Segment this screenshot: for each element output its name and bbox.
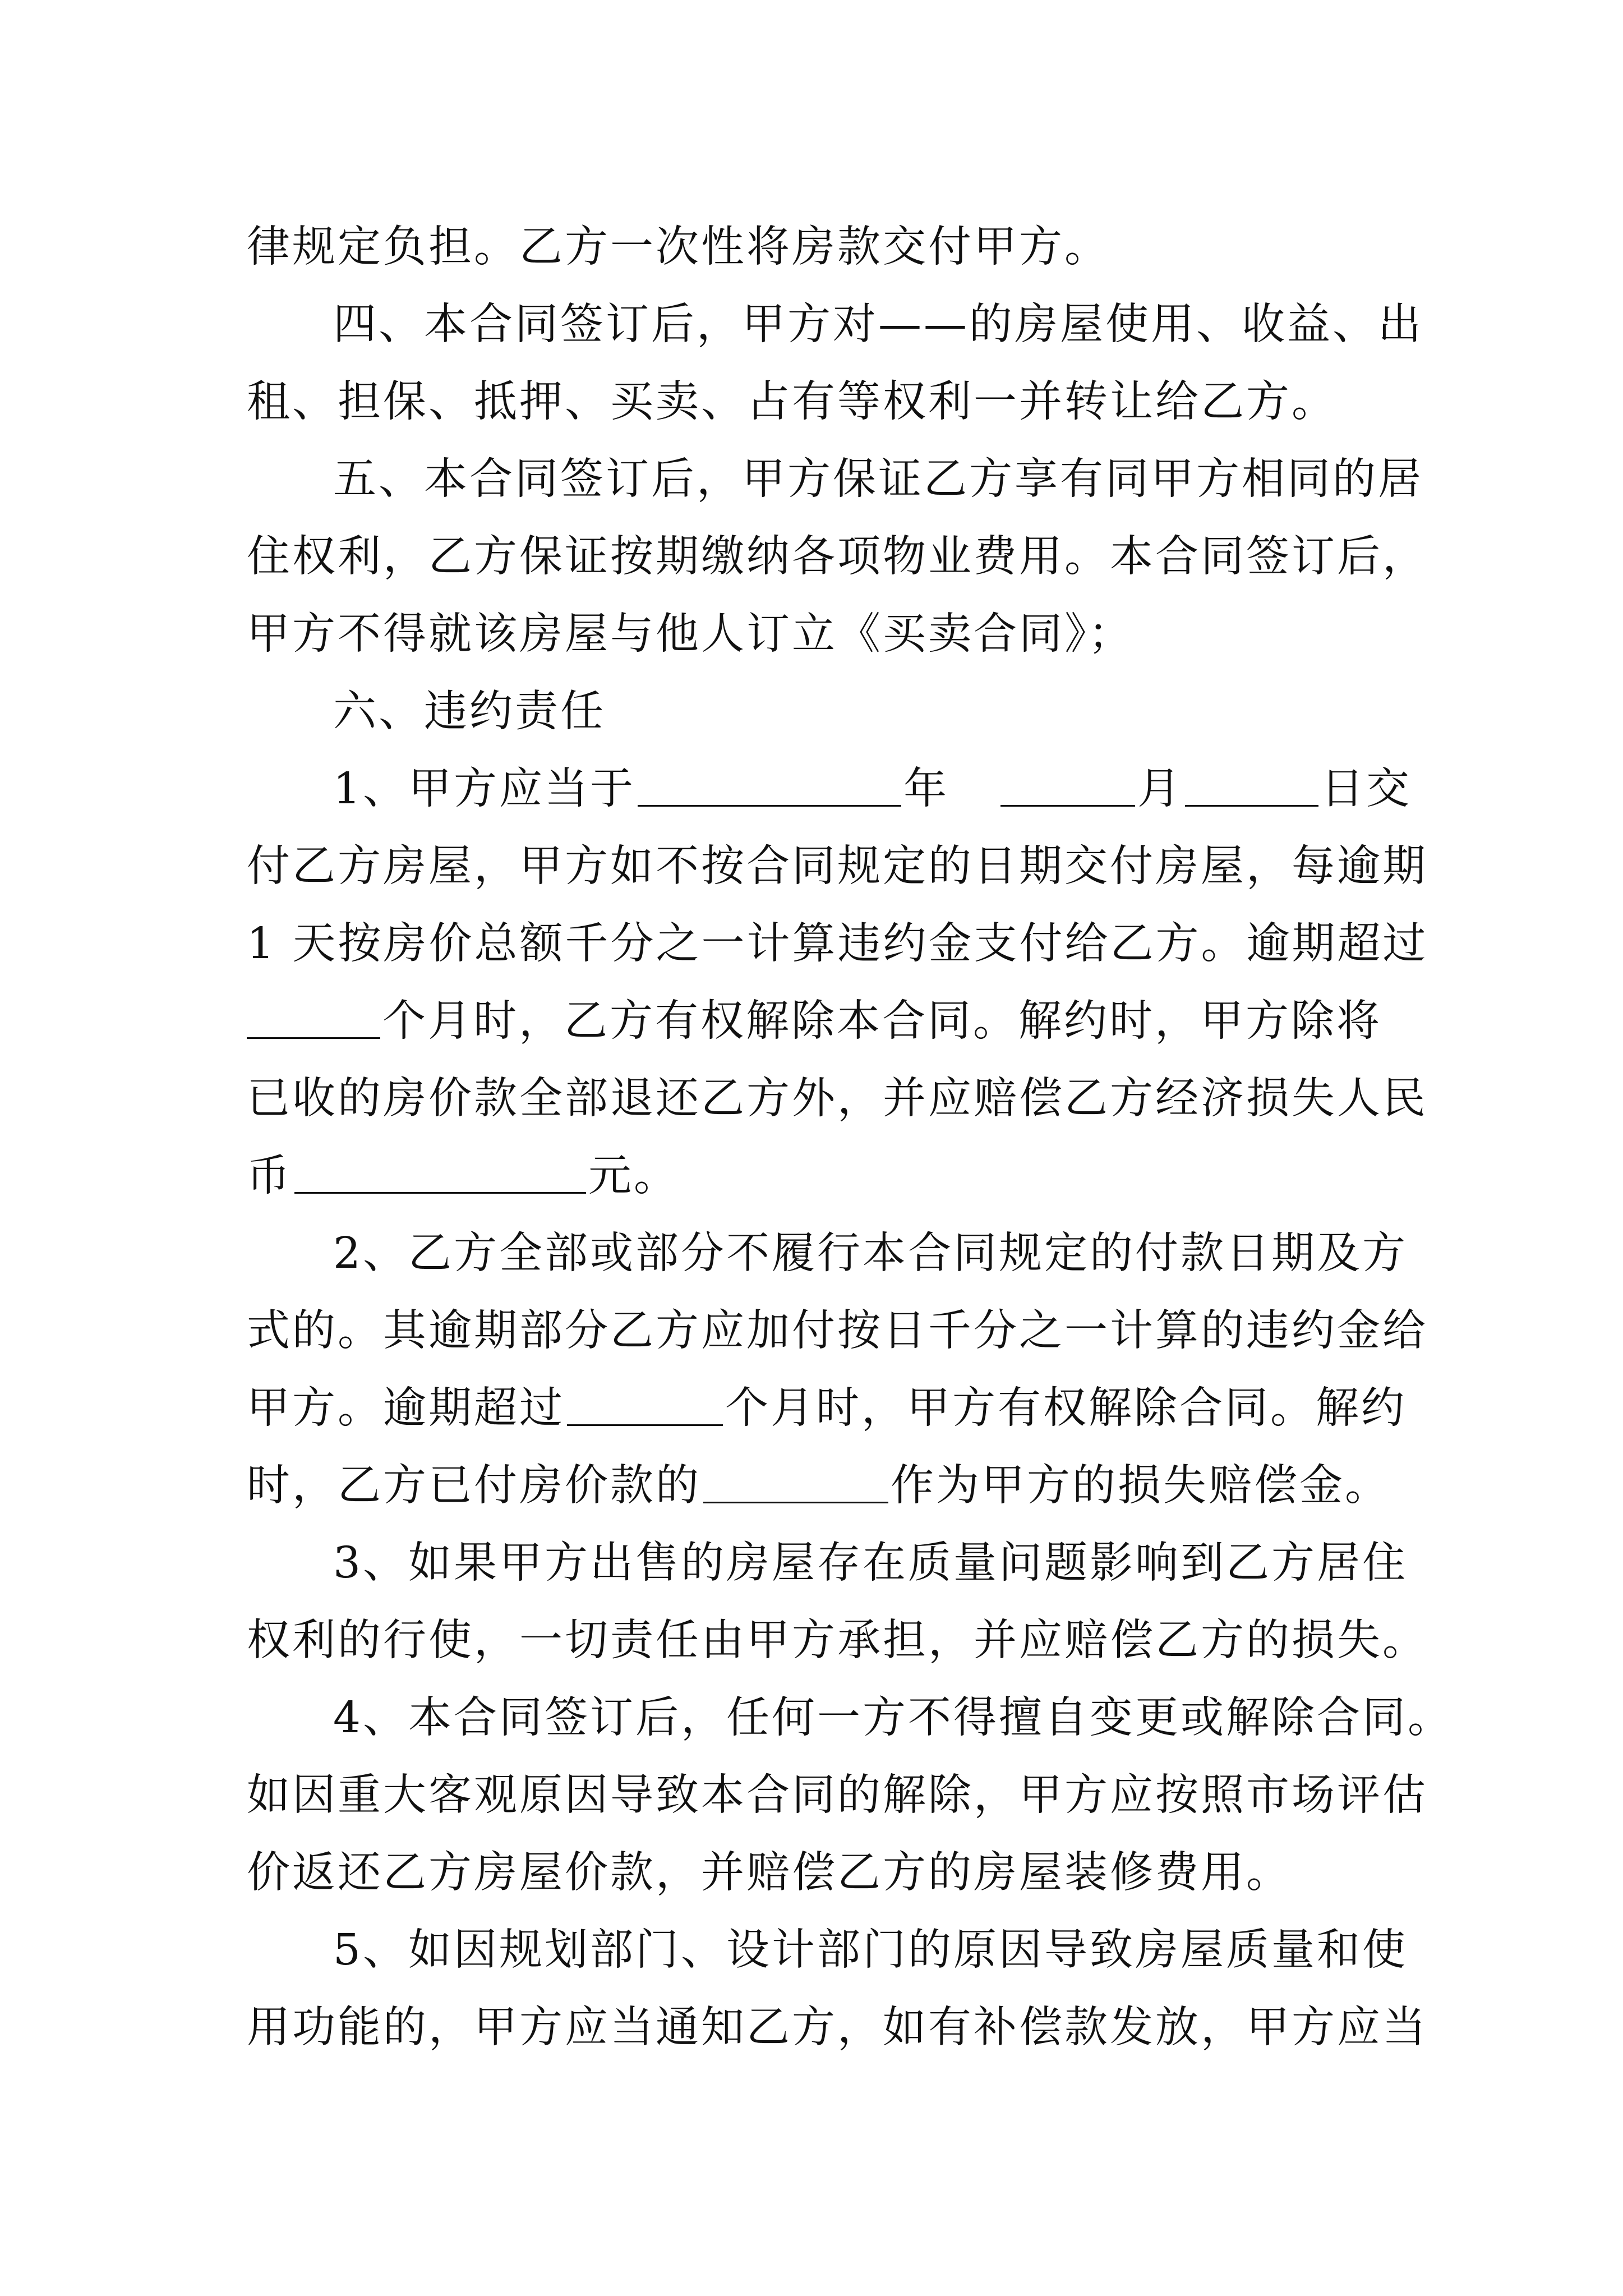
text-span: 币 [247,1151,292,1201]
text-line [247,1989,1428,2067]
blank-line-months [247,1001,380,1039]
blank-line-year [638,769,901,807]
text-span: 5、如因规划部门、设计部门的原因导致房屋质量和使 [333,1925,1408,1975]
section-heading-breach [247,673,1402,751]
text-span: 租、担保、抵押、买卖、占有等权利一并转让给乙方。 [247,377,1337,427]
blank-line-amount [294,1156,586,1194]
text-span: 时，乙方已付房价款的 [247,1461,701,1511]
clause-six-five [247,1912,1408,1989]
text-span: 作为甲方的损失赔偿金。 [891,1461,1390,1511]
text-span: 五、本合同签订后，甲方保证乙方享有同甲方相同的居 [333,454,1423,504]
text-line [247,1060,1428,1138]
text-span: 甲方。逾期超过 [247,1383,565,1433]
text-span: 元。 [588,1151,679,1201]
text-line [247,905,1428,983]
text-line [247,1447,1402,1525]
text-span: 3、如果甲方出售的房屋存在质量问题影响到乙方居住 [333,1538,1408,1588]
text-line [247,1292,1428,1370]
clause-four [247,286,1423,364]
text-line [247,596,1402,673]
clause-six-one [247,751,1412,828]
text-span: 1 天按房价总额千分之一计算违约金支付给乙方。逾期超过 [247,919,1428,969]
text-line [247,1370,1407,1447]
text-span: 个月时，甲方有权解除合同。解约 [725,1383,1407,1433]
text-span: 甲方不得就该房屋与他人订立《买卖合同》； [247,609,1134,659]
clause-five [247,441,1423,518]
text-span: 月 [1137,764,1183,814]
text-span: 六、违约责任 [333,687,606,737]
text-line [247,518,1428,596]
text-line [247,1834,1402,1912]
clause-six-four [247,1680,1453,1757]
text-line [247,1757,1428,1834]
text-span: 权利的行使，一切责任由甲方承担，并应赔偿乙方的损失。 [247,1616,1428,1665]
text-span: 如因重大客观原因导致本合同的解除，甲方应按照市场评估 [247,1770,1428,1820]
blank-line-percentage [703,1466,888,1503]
text-span: 用功能的，甲方应当通知乙方，如有补偿款发放，甲方应当 [247,2003,1428,2053]
text-line [247,364,1402,441]
blank-line-day [1185,769,1318,807]
clause-six-three [247,1525,1408,1602]
blank-line-months [567,1388,723,1426]
text-line [247,828,1428,905]
text-line [247,209,1402,286]
blank-line-month [1000,769,1135,807]
text-span: 律规定负担。乙方一次性将房款交付甲方。 [247,222,1110,272]
text-span: 4、本合同签订后，任何一方不得擅自变更或解除合同。 [333,1693,1453,1743]
text-span: 式的。其逾期部分乙方应加付按日千分之一计算的违约金给 [247,1306,1428,1356]
text-span: 个月时，乙方有权解除本合同。解约时，甲方除将 [382,996,1382,1046]
text-span: 价返还乙方房屋价款，并赔偿乙方的房屋装修费用。 [247,1848,1292,1898]
text-line [247,1602,1428,1680]
text-line [247,1138,1402,1215]
clause-six-two [247,1215,1408,1292]
text-span: 已收的房价款全部退还乙方外，并应赔偿乙方经济损失人民 [247,1074,1428,1124]
text-line [247,983,1402,1060]
contract-text [247,209,1453,2067]
text-span: 住权利，乙方保证按期缴纳各项物业费用。本合同签订后， [247,532,1428,582]
text-span: 1、甲方应当于 [333,764,635,814]
text-span: 付乙方房屋，甲方如不按合同规定的日期交付房屋，每逾期 [247,841,1428,891]
text-span: 2、乙方全部或部分不履行本合同规定的付款日期及方 [333,1228,1408,1278]
text-span: 年 [903,764,949,814]
text-span: 四、本合同签订后，甲方对——的房屋使用、收益、出 [333,300,1423,349]
text-span: 日交 [1321,764,1412,814]
